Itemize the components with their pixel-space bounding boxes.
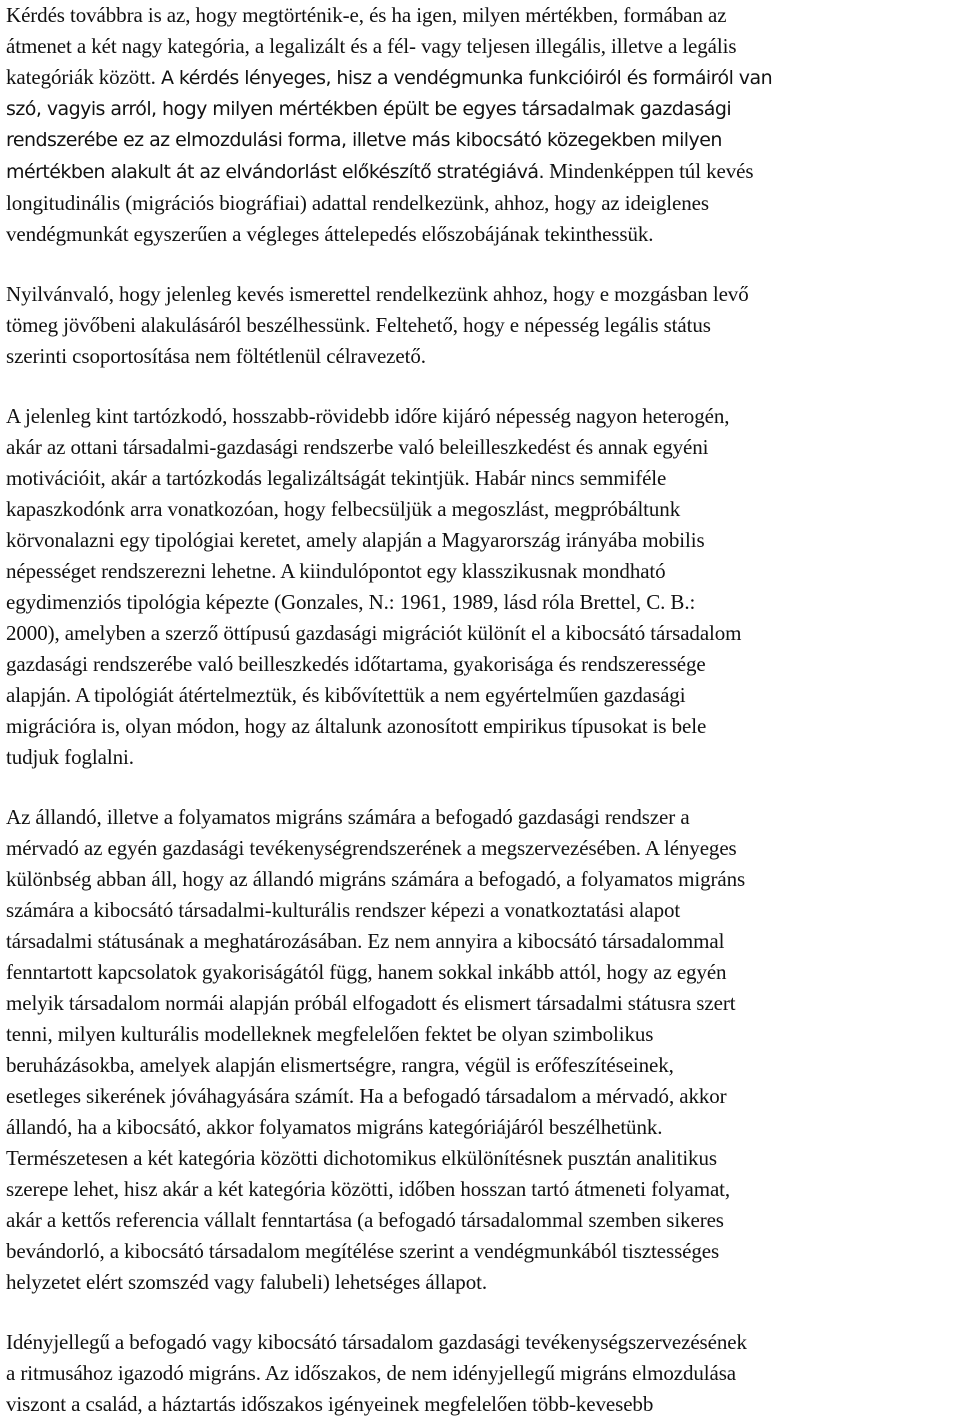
text-line: társadalmi státusának a meghatározásában. Ez nem annyira a kibocsátó társadalommal (6, 929, 725, 953)
text-line: bevándorló, a kibocsátó társadalom megítélése szerint a vendégmunkából tisztességes (6, 1239, 720, 1263)
text-line: A jelenleg kint tartózkodó, hosszabb-rövidebb időre kijáró népesség nagyon heterogén, (6, 404, 730, 428)
text-line: átmenet a két nagy kategória, a legalizált és a fél- vagy teljesen illegális, illetve a legális (6, 34, 737, 58)
text-line: vendégmunkát egyszerűen a végleges áttelepedés előszobájának tekinthessük. (6, 222, 654, 246)
text-line: migrációra is, olyan módon, hogy az általunk azonosított empirikus típusokat is bele (6, 714, 707, 738)
text-line: alapján. A tipológiát átértelmeztük, és kibővítettük a nem egyértelműen gazdasági (6, 683, 686, 707)
text-line: egydimenziós tipológia képezte (Gonzales, N.: 1961, 1989, lásd róla Brettel, C. B.: (6, 590, 696, 614)
text-line: tenni, milyen kulturális modelleknek megfelelően fektet be olyan szimbolikus (6, 1022, 654, 1046)
text-line: melyik társadalom normái alapján próbál elfogadott és elismert társadalmi státusra szert (6, 991, 736, 1015)
text-line: motivációit, akár a tartózkodás legalizáltságát tekintjük. Habár nincs semmiféle (6, 466, 667, 490)
paragraph-5 (6, 1327, 956, 1420)
text-line: számára a kibocsátó társadalmi-kulturális rendszer képezi a vonatkoztatási alapot (6, 898, 681, 922)
text-line: szerepe lehet, hisz akár a két kategória közötti, időben hosszan tartó átmeneti folyamat, (6, 1177, 731, 1201)
text-line: gazdasági rendszerébe való beilleszkedés időtartama, gyakorisága és rendszeressége (6, 652, 706, 676)
paragraph-spacer (6, 773, 956, 802)
paragraph-1 (6, 0, 956, 250)
text-line: esetleges sikerének jóváhagyására számít. Ha a befogadó társadalom a mérvadó, akkor (6, 1084, 727, 1108)
text-line: Nyilvánvaló, hogy jelenleg kevés ismerettel rendelkezünk ahhoz, hogy e mozgásban levő (6, 282, 749, 306)
text-line: szó, vagyis arról, hogy milyen mértékben épült be egyes társadalmak gazdasági (6, 98, 732, 120)
text-fragment: mértékben alakult át az elvándorlást előkészítő stratégiává. (6, 161, 544, 183)
text-line: viszont a család, a háztartás időszakos igényeinek megfelelően több-kevesebb (6, 1392, 654, 1416)
text-line: mérvadó az egyén gazdasági tevékenységrendszerének a megszervezésében. A lényeges (6, 836, 737, 860)
text-line: a ritmusához igazodó migráns. Az időszakos, de nem idényjellegű migráns elmozdulása (6, 1361, 737, 1385)
text-line: fenntartott kapcsolatok gyakoriságától függ, hanem sokkal inkább attól, hogy az egyén (6, 960, 727, 984)
text-line: népességet rendszerezni lehetne. A kiindulópontot egy klasszikusnak mondható (6, 559, 666, 583)
text-line: tudjuk foglalni. (6, 745, 134, 769)
document-page (6, 0, 956, 1420)
text-line: beruházásokba, amelyek alapján elismertségre, rangra, végül is erőfeszítéseinek, (6, 1053, 674, 1077)
text-line: körvonalazni egy tipológiai keretet, amely alapján a Magyarország irányába mobilis (6, 528, 705, 552)
text-line (6, 62, 956, 94)
text-line: 2000), amelyben a szerző öttípusú gazdasági migrációt különít el a kibocsátó társadalom (6, 621, 742, 645)
text-line: rendszerébe ez az elmozdulási forma, illetve más kibocsátó közegekben milyen (6, 129, 722, 151)
text-line: kapaszkodónk arra vonatkozóan, hogy felbecsüljük a megoszlást, megpróbáltunk (6, 497, 681, 521)
text-fragment: kategóriák között. (6, 65, 156, 89)
text-line (6, 156, 956, 188)
text-fragment: A kérdés lényeges, hisz a vendégmunka funkcióiról és formáiról van (160, 67, 773, 89)
text-line: Idényjellegű a befogadó vagy kibocsátó társadalom gazdasági tevékenységszervezésének (6, 1330, 747, 1354)
text-line: Természetesen a két kategória közötti dichotomikus elkülönítésnek pusztán analitikus (6, 1146, 717, 1170)
text-line: helyzetet elért szomszéd vagy falubeli) lehetséges állapot. (6, 1270, 487, 1294)
paragraph-3 (6, 401, 956, 773)
paragraph-2 (6, 279, 956, 372)
text-line: különbség abban áll, hogy az állandó migráns számára a befogadó, a folyamatos migráns (6, 867, 746, 891)
paragraph-spacer (6, 250, 956, 279)
paragraph-4 (6, 802, 956, 1298)
paragraph-spacer (6, 372, 956, 401)
text-line: állandó, ha a kibocsátó, akkor folyamatos migráns kategóriájáról beszélhetünk. (6, 1115, 663, 1139)
paragraph-spacer (6, 1298, 956, 1327)
text-line: szerinti csoportosítása nem föltétlenül célravezető. (6, 344, 426, 368)
text-line: akár az ottani társadalmi-gazdasági rendszerbe való beleilleszkedést és annak egyéni (6, 435, 709, 459)
text-line: akár a kettős referencia vállalt fenntartása (a befogadó társadalommal szemben sikeres (6, 1208, 724, 1232)
text-line: Kérdés továbbra is az, hogy megtörténik-e, és ha igen, milyen mértékben, formában az (6, 3, 727, 27)
text-fragment: Mindenképpen túl kevés (549, 159, 754, 183)
text-line: tömeg jövőbeni alakulásáról beszélhessünk. Feltehető, hogy e népesség legális státus (6, 313, 711, 337)
text-line: longitudinális (migrációs biográfiai) adattal rendelkezünk, ahhoz, hogy az ideiglenes (6, 191, 709, 215)
text-line: Az állandó, illetve a folyamatos migráns számára a befogadó gazdasági rendszer a (6, 805, 690, 829)
